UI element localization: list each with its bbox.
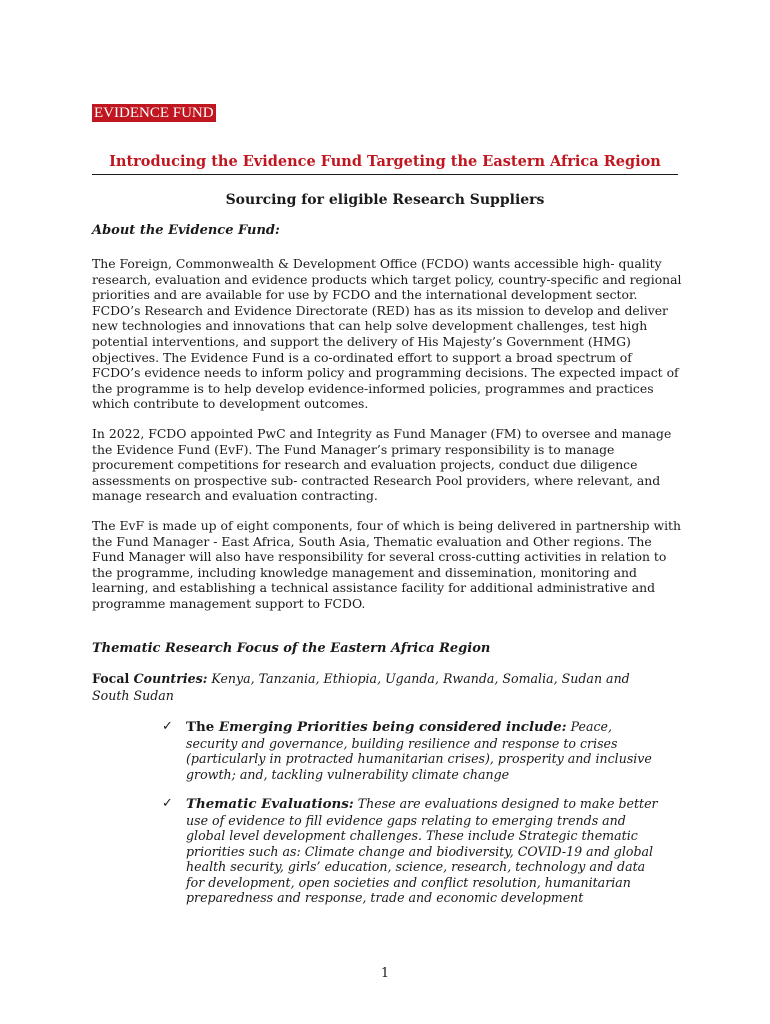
focal-countries-label: Focal Countries:	[92, 671, 208, 686]
bullet-emerging-priorities: ✓ The Emerging Priorities being considered include: Peace, security and governance, building resilience and response to crises (particularly in protracted humanitarian crises), prosperity and inclusive growth; and, tackling vulnerability climate change	[162, 719, 652, 782]
evidence-fund-tag: EVIDENCE FUND	[94, 105, 214, 121]
about-heading: About the Evidence Fund:	[92, 223, 280, 238]
thematic-heading: Thematic Research Focus of the Eastern Africa Region	[92, 641, 491, 656]
document-subtitle: Sourcing for eligible Research Suppliers	[225, 192, 545, 208]
page-number: 1	[380, 966, 390, 981]
focal-countries-value: Kenya, Tanzania, Ethiopia, Uganda, Rwanda, Somalia, Sudan and South Sudan	[92, 671, 630, 703]
document-title: Introducing the Evidence Fund Targeting the Eastern Africa Region	[92, 152, 678, 175]
focal-countries	[92, 671, 667, 704]
paragraph-fund-manager: In 2022, FCDO appointed PwC and Integrity as Fund Manager (FM) to oversee and manage the Evidence Fund (EvF). The Fund Manager’s primary responsibility is to manage procurement competitions for research and evaluation projects, conduct due diligence assessments on prospective sub- contracted Research Pool providers, where relevant, and manage research and evaluation contracting.	[92, 426, 672, 504]
paragraph-about-fcdo: The Foreign, Commonwealth & Development Office (FCDO) wants accessible high- quality research, evaluation and evidence products which target policy, country-specific and regional priorities and are available for use by FCDO and the international development sector. FCDO’s Research and Evidence Directorate (RED) has as its mission to develop and deliver new technologies and innovations that can help solve development challenges, test high potential interventions, and support the delivery of His Majesty’s Government (HMG) objectives. The Evidence Fund is a co-ordinated effort to support a broad spectrum of FCDO’s evidence needs to inform policy and programming decisions. The expected impact of the programme is to help develop evidence-informed policies, programmes and practices which contribute to development outcomes.	[92, 256, 682, 412]
checkmark-icon: ✓	[162, 796, 173, 811]
bullet-thematic-evaluations: ✓ Thematic Evaluations: These are evaluations designed to make better use of evidence to fill evidence gaps relating to emerging trends and global level development challenges. These include Strategic thematic priorities such as: Climate change and biodiversity, COVID-19 and global health security, girls’ education, science, research, technology and data for development, open societies and conflict resolution, humanitarian preparedness and response, trade and economic development	[162, 796, 658, 905]
paragraph-components: The EvF is made up of eight components, four of which is being delivered in partnership with the Fund Manager - East Africa, South Asia, Thematic evaluation and Other regions. The Fund Manager will also have responsibility for several cross-cutting activities in relation to the programme, including knowledge management and dissemination, monitoring and learning, and establishing a technical assistance facility for additional administrative and programme management support to FCDO.	[92, 518, 682, 611]
checkmark-icon: ✓	[162, 719, 173, 734]
